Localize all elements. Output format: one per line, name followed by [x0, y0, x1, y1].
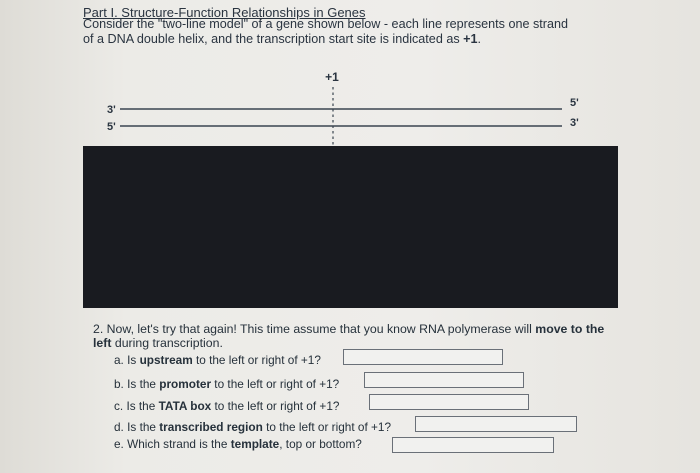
start-site-marker: +1 [463, 32, 478, 46]
answer-2d-input[interactable] [415, 416, 577, 432]
top-strand-left-end: 3' [107, 104, 116, 116]
bottom-strand-left-end: 5' [107, 121, 116, 133]
answer-2b-input[interactable] [364, 372, 524, 388]
question-2e: e. Which strand is the template, top or bottom? [114, 437, 362, 451]
question-2c: c. Is the TATA box to the left or right of +1? [114, 399, 340, 413]
top-strand-right-end: 5' [570, 97, 579, 109]
question-2d: d. Is the transcribed region to the left or right of +1? [114, 420, 392, 434]
intro-paragraph [83, 17, 623, 47]
answer-2c-input[interactable] [369, 394, 529, 410]
question-2a: a. Is upstream to the left or right of +1? [114, 353, 321, 367]
bottom-strand-right-end: 3' [570, 117, 579, 129]
question-2b: b. Is the promoter to the left or right of +1? [114, 377, 340, 391]
question-2-prompt: 2. Now, let's try that again! This time assume that you know RNA polymerase will move to the left during transcription. [93, 322, 605, 350]
part-title: Part I. Structure-Function Relationships in Genes [83, 5, 366, 20]
redacted-region [83, 146, 618, 308]
answer-2e-input[interactable] [392, 437, 554, 453]
intro-line-1: Consider the "two-line model" of a gene shown below - each line represents one strand [83, 17, 568, 31]
intro-line-2: of a DNA double helix, and the transcription start site is indicated as +1. [83, 32, 481, 46]
answer-2a-input[interactable] [343, 349, 503, 365]
tss-label: +1 [325, 70, 339, 84]
